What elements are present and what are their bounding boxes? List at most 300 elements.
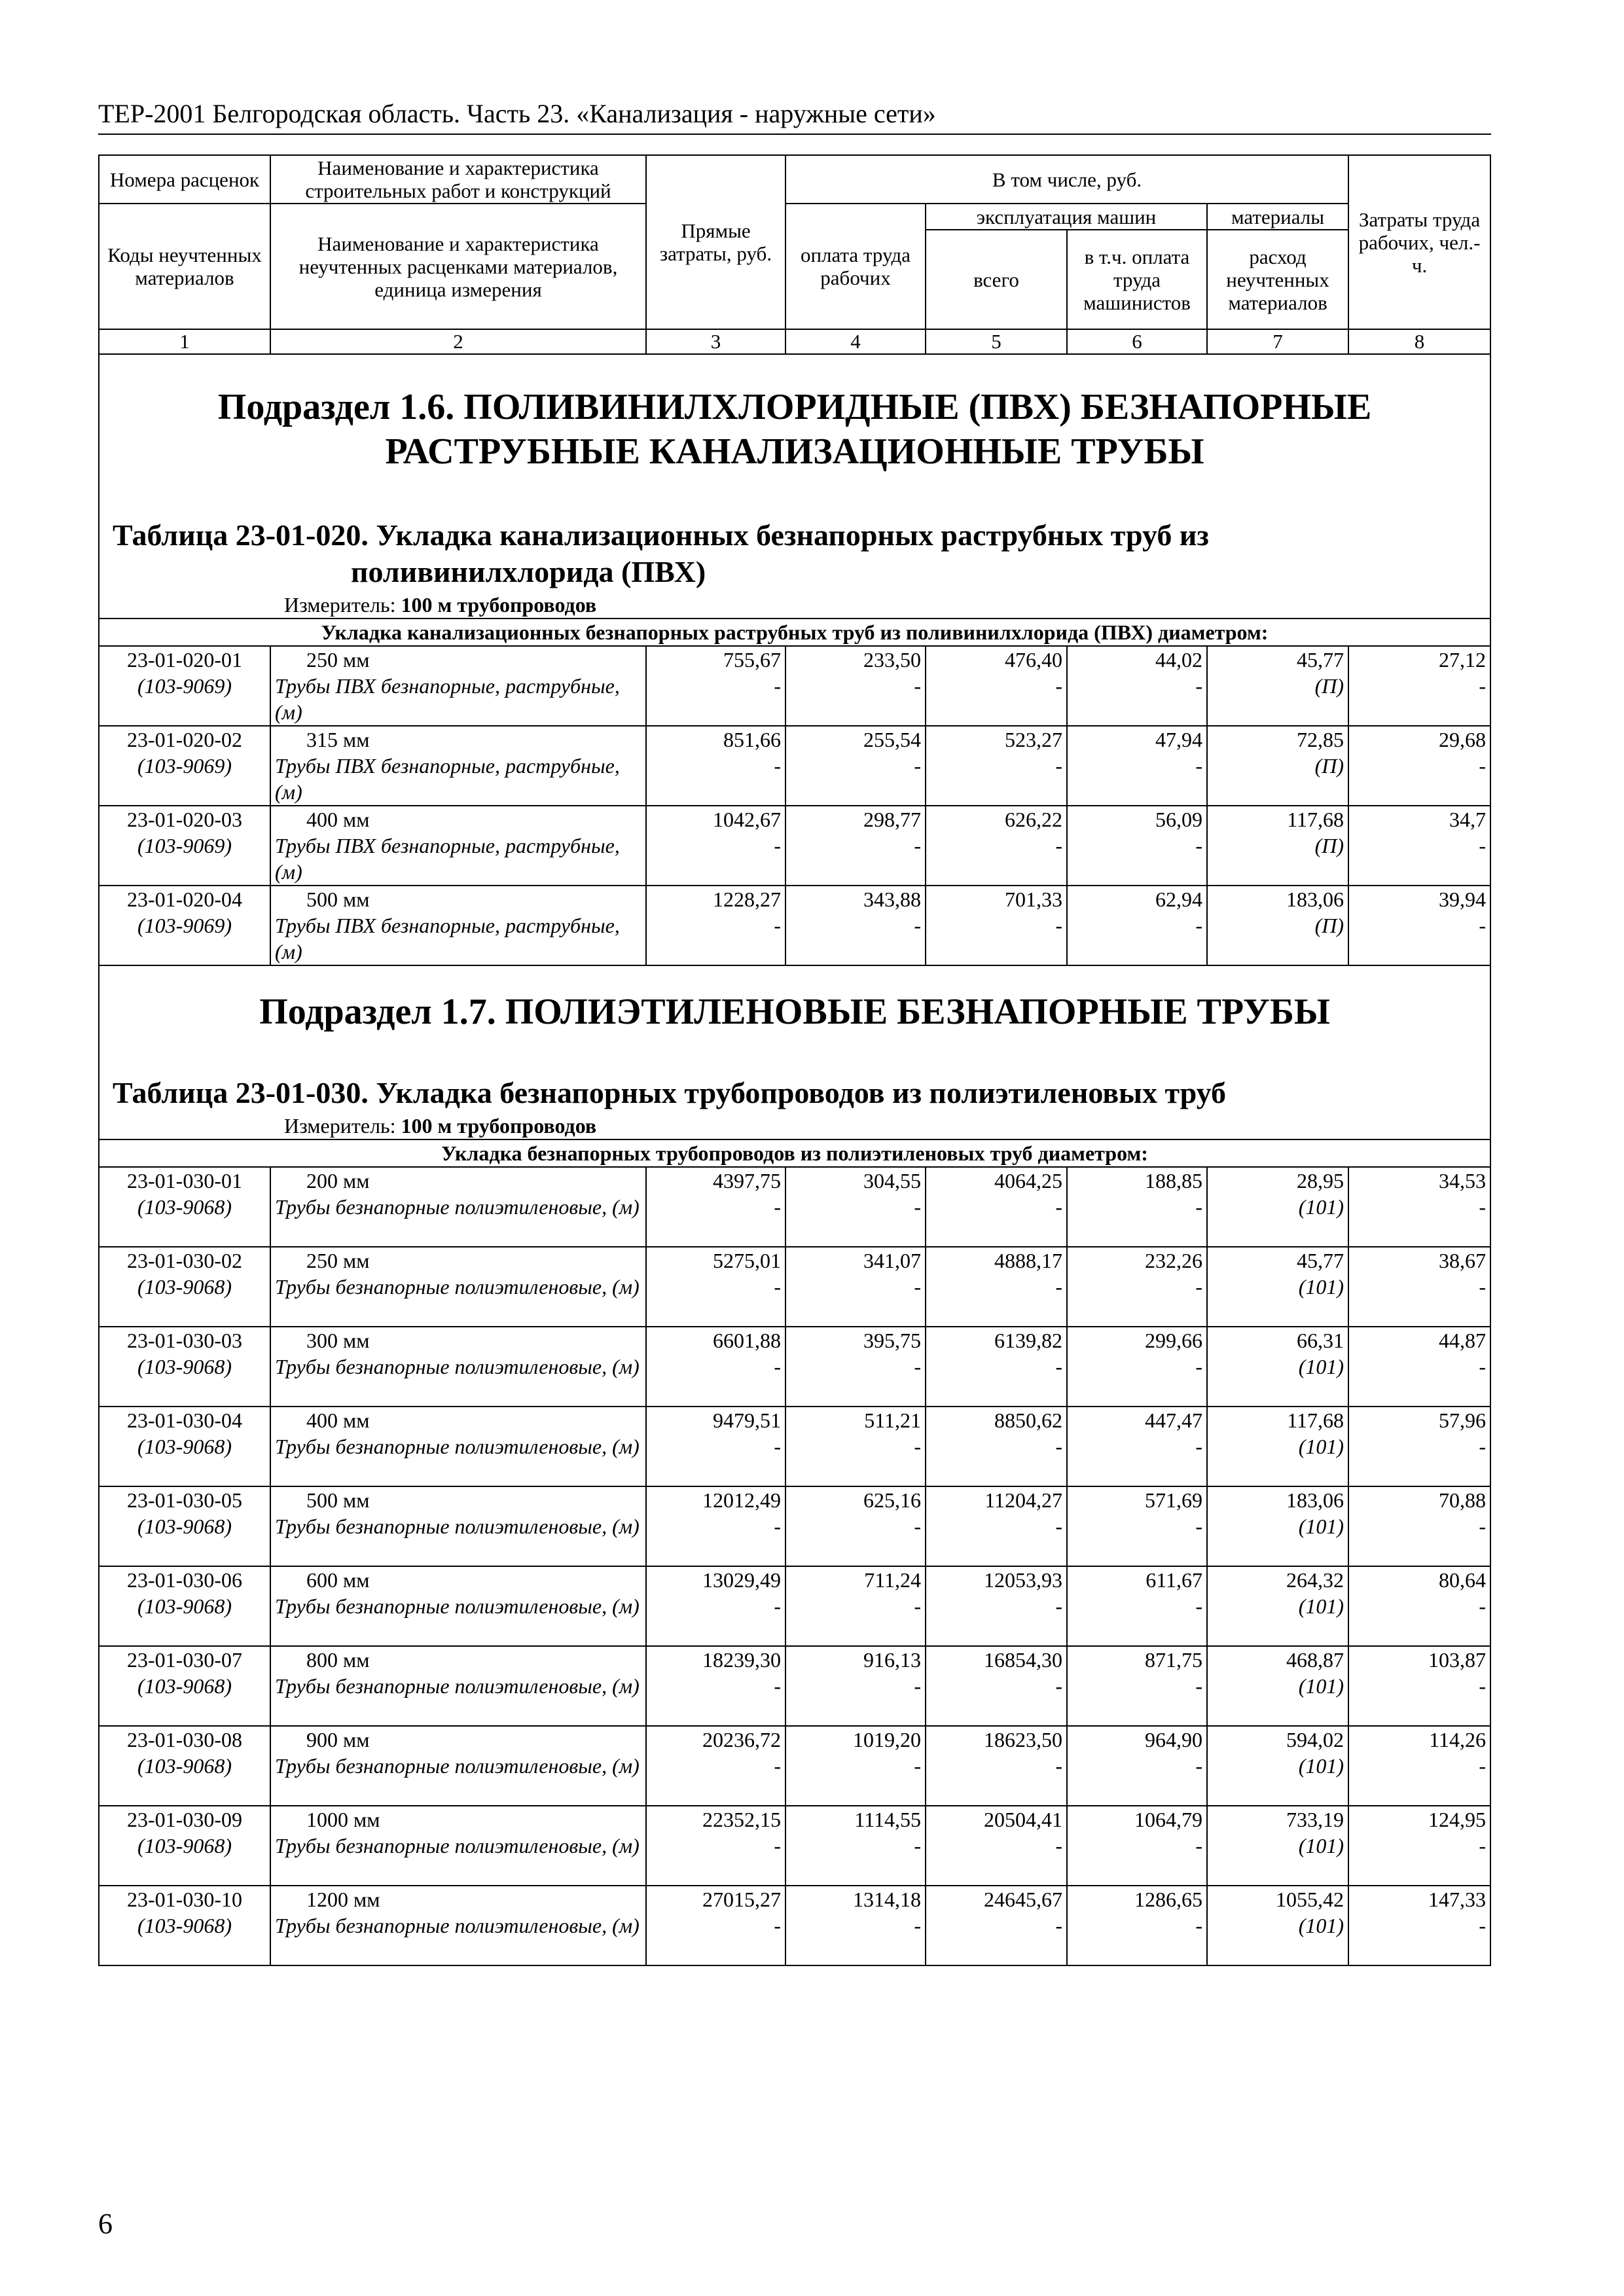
labor-hours-value: 34,7 — [1449, 808, 1487, 831]
section-block — [99, 354, 1490, 619]
section-cell — [99, 354, 1490, 619]
material-code: (103-9069) — [137, 674, 232, 698]
labor-hours-value: 38,67 — [1439, 1249, 1487, 1272]
labor-hours — [1348, 1167, 1490, 1247]
material-name: Трубы безнапорные полиэтиленовые, (м) — [275, 1754, 640, 1778]
direct-cost — [646, 1486, 785, 1566]
col-number: 8 — [1348, 329, 1490, 354]
labor-hours — [1348, 1486, 1490, 1566]
direct-cost — [646, 1167, 785, 1247]
machinists-cost-value: 964,90 — [1145, 1728, 1202, 1751]
empty-dash: - — [914, 914, 921, 937]
machinists-cost-value: 611,67 — [1146, 1568, 1202, 1592]
description-cell — [270, 646, 646, 726]
material-note: (101) — [1298, 1834, 1344, 1857]
labor-hours-value: 27,12 — [1439, 648, 1487, 672]
material-usage — [1207, 1486, 1348, 1566]
empty-dash: - — [1479, 674, 1487, 698]
direct-cost-value: 1228,27 — [713, 888, 781, 911]
direct-cost-value: 13029,49 — [702, 1568, 781, 1592]
machines-cost — [926, 1566, 1067, 1646]
material-name: Трубы ПВХ безнапорные, раструбные, (м) — [275, 914, 620, 963]
machines-cost — [926, 1247, 1067, 1327]
direct-cost-value: 12012,49 — [702, 1488, 781, 1512]
material-name: Трубы ПВХ безнапорные, раструбные, (м) — [275, 834, 620, 884]
material-usage — [1207, 1247, 1348, 1327]
machines-cost-value: 24645,67 — [984, 1888, 1062, 1911]
labor-hours — [1348, 806, 1490, 886]
material-name: Трубы безнапорные полиэтиленовые, (м) — [275, 1195, 640, 1219]
labor-cost-value: 233,50 — [863, 648, 921, 672]
empty-dash: - — [774, 834, 781, 857]
rate-code-cell — [99, 1566, 270, 1646]
machines-cost-value: 20504,41 — [984, 1808, 1062, 1831]
empty-dash: - — [1195, 1674, 1202, 1698]
description-cell — [270, 1646, 646, 1726]
section-cell — [99, 965, 1490, 1139]
table-title: Таблица 23-01-020. Укладка канализационных безнапорных раструбных труб из поливинилхлорида (ПВХ) — [113, 518, 1209, 588]
col-number: 2 — [270, 329, 646, 354]
empty-dash: - — [1055, 1355, 1062, 1378]
labor-hours-value: 70,88 — [1439, 1488, 1487, 1512]
material-note: (101) — [1298, 1195, 1344, 1219]
empty-dash: - — [1195, 1435, 1202, 1458]
material-usage — [1207, 1806, 1348, 1886]
labor-cost — [785, 1726, 926, 1806]
labor-cost-value: 298,77 — [863, 808, 921, 831]
machines-cost-value: 6139,82 — [994, 1329, 1062, 1352]
rate-code-cell — [99, 1247, 270, 1327]
pipe-diameter: 900 мм — [306, 1728, 370, 1751]
pipe-diameter: 1000 мм — [306, 1808, 380, 1831]
empty-dash: - — [774, 1914, 781, 1937]
material-name: Трубы безнапорные полиэтиленовые, (м) — [275, 1674, 640, 1698]
rate-code: 23-01-030-03 — [127, 1329, 242, 1352]
machines-cost-value: 8850,62 — [994, 1408, 1062, 1432]
empty-dash: - — [914, 674, 921, 698]
page-number: 6 — [98, 2208, 113, 2240]
material-usage — [1207, 806, 1348, 886]
material-code: (103-9069) — [137, 914, 232, 937]
machinists-cost — [1067, 1247, 1207, 1327]
material-usage — [1207, 646, 1348, 726]
material-usage-value: 594,02 — [1286, 1728, 1344, 1751]
table-row — [99, 1726, 1490, 1806]
description-cell — [270, 1327, 646, 1407]
empty-dash: - — [914, 754, 921, 778]
rate-code: 23-01-030-04 — [127, 1408, 242, 1432]
direct-cost-value: 22352,15 — [702, 1808, 781, 1831]
machinists-cost-value: 571,69 — [1145, 1488, 1202, 1512]
labor-cost — [785, 1886, 926, 1965]
empty-dash: - — [1195, 1515, 1202, 1538]
labor-cost — [785, 1407, 926, 1486]
header-col6: в т.ч. оплата труда машинистов — [1067, 230, 1207, 329]
labor-cost-value: 343,88 — [863, 888, 921, 911]
labor-cost-value: 711,24 — [864, 1568, 921, 1592]
pipe-diameter: 315 мм — [306, 728, 370, 751]
empty-dash: - — [1195, 1275, 1202, 1299]
labor-hours-value: 39,94 — [1439, 888, 1487, 911]
machinists-cost-value: 299,66 — [1145, 1329, 1202, 1352]
empty-dash: - — [914, 1914, 921, 1937]
labor-cost — [785, 1566, 926, 1646]
material-name: Трубы ПВХ безнапорные, раструбные, (м) — [275, 674, 620, 724]
header-col3: Прямые затраты, руб. — [646, 155, 785, 329]
machines-cost — [926, 1726, 1067, 1806]
labor-hours — [1348, 1566, 1490, 1646]
empty-dash: - — [914, 1355, 921, 1378]
empty-dash: - — [774, 1195, 781, 1219]
material-name: Трубы безнапорные полиэтиленовые, (м) — [275, 1435, 640, 1458]
labor-cost-value: 341,07 — [863, 1249, 921, 1272]
machines-cost — [926, 806, 1067, 886]
empty-dash: - — [1479, 1594, 1487, 1618]
labor-hours-value: 34,53 — [1439, 1169, 1487, 1193]
empty-dash: - — [1479, 834, 1487, 857]
rate-code-cell — [99, 1407, 270, 1486]
direct-cost — [646, 1806, 785, 1886]
machinists-cost — [1067, 1327, 1207, 1407]
empty-dash: - — [914, 834, 921, 857]
direct-cost-value: 20236,72 — [702, 1728, 781, 1751]
material-note: (101) — [1298, 1515, 1344, 1538]
labor-cost — [785, 1646, 926, 1726]
pipe-diameter: 250 мм — [306, 1249, 370, 1272]
table-subheading: Укладка безнапорных трубопроводов из полиэтиленовых труб диаметром: — [99, 1139, 1490, 1167]
labor-hours — [1348, 886, 1490, 965]
table-row — [99, 1247, 1490, 1327]
empty-dash: - — [1195, 1754, 1202, 1778]
material-name: Трубы безнапорные полиэтиленовые, (м) — [275, 1275, 640, 1299]
labor-hours — [1348, 646, 1490, 726]
empty-dash: - — [1479, 1435, 1487, 1458]
table-subheading-row — [99, 1139, 1490, 1167]
empty-dash: - — [1055, 1674, 1062, 1698]
direct-cost-value: 18239,30 — [702, 1648, 781, 1672]
material-note: (101) — [1298, 1754, 1344, 1778]
material-note: (101) — [1298, 1914, 1344, 1937]
empty-dash: - — [1479, 1754, 1487, 1778]
empty-dash: - — [774, 674, 781, 698]
empty-dash: - — [1055, 1515, 1062, 1538]
measure-value: 100 м трубопроводов — [401, 593, 597, 617]
pipe-diameter: 1200 мм — [306, 1888, 380, 1911]
labor-cost-value: 1019,20 — [853, 1728, 921, 1751]
table-row — [99, 646, 1490, 726]
header-col4: оплата труда рабочих — [785, 204, 926, 329]
rate-code: 23-01-030-09 — [127, 1808, 242, 1831]
description-cell — [270, 1486, 646, 1566]
empty-dash: - — [914, 1594, 921, 1618]
material-usage — [1207, 726, 1348, 806]
table-row — [99, 1646, 1490, 1726]
section-block — [99, 965, 1490, 1139]
empty-dash: - — [1479, 1914, 1487, 1937]
labor-cost — [785, 1247, 926, 1327]
material-usage-value: 28,95 — [1297, 1169, 1344, 1193]
machinists-cost — [1067, 1407, 1207, 1486]
labor-hours-value: 103,87 — [1428, 1648, 1487, 1672]
machines-cost-value: 16854,30 — [984, 1648, 1062, 1672]
machinists-cost-value: 871,75 — [1145, 1648, 1202, 1672]
empty-dash: - — [1195, 674, 1202, 698]
header-row-1 — [99, 155, 1490, 204]
direct-cost — [646, 886, 785, 965]
labor-cost-value: 511,21 — [864, 1408, 921, 1432]
rate-code-cell — [99, 726, 270, 806]
header-col1-bottom: Коды неучтенных материалов — [99, 204, 270, 329]
header-col5: всего — [926, 230, 1067, 329]
labor-hours — [1348, 726, 1490, 806]
machinists-cost — [1067, 726, 1207, 806]
empty-dash: - — [774, 914, 781, 937]
machines-cost — [926, 726, 1067, 806]
rate-code-cell — [99, 1806, 270, 1886]
material-usage-value: 264,32 — [1286, 1568, 1344, 1592]
material-code: (103-9068) — [137, 1275, 232, 1299]
header-row-2 — [99, 204, 1490, 230]
table-row — [99, 1327, 1490, 1407]
labor-hours-value: 147,33 — [1428, 1888, 1487, 1911]
measure-label: Измеритель: — [284, 1114, 396, 1138]
labor-cost — [785, 1327, 926, 1407]
machinists-cost — [1067, 646, 1207, 726]
header-incl: В том числе, руб. — [785, 155, 1348, 204]
machines-cost-value: 18623,50 — [984, 1728, 1062, 1751]
rate-code: 23-01-020-03 — [127, 808, 242, 831]
description-cell — [270, 1407, 646, 1486]
machines-cost — [926, 1167, 1067, 1247]
material-code: (103-9068) — [137, 1754, 232, 1778]
material-code: (103-9068) — [137, 1914, 232, 1937]
labor-hours — [1348, 1806, 1490, 1886]
empty-dash: - — [1479, 1275, 1487, 1299]
description-cell — [270, 1167, 646, 1247]
empty-dash: - — [774, 1674, 781, 1698]
table-row — [99, 1566, 1490, 1646]
labor-cost-value: 1114,55 — [854, 1808, 921, 1831]
empty-dash: - — [1479, 1515, 1487, 1538]
labor-hours — [1348, 1407, 1490, 1486]
direct-cost-value: 1042,67 — [713, 808, 781, 831]
material-note: (П) — [1314, 834, 1344, 857]
machinists-cost-value: 188,85 — [1145, 1169, 1202, 1193]
material-usage — [1207, 1566, 1348, 1646]
machinists-cost-value: 44,02 — [1155, 648, 1202, 672]
description-cell — [270, 886, 646, 965]
empty-dash: - — [1055, 1754, 1062, 1778]
empty-dash: - — [774, 754, 781, 778]
direct-cost — [646, 1886, 785, 1965]
material-code: (103-9068) — [137, 1515, 232, 1538]
rate-code-cell — [99, 1646, 270, 1726]
machines-cost — [926, 1486, 1067, 1566]
description-cell — [270, 1806, 646, 1886]
empty-dash: - — [914, 1515, 921, 1538]
material-code: (103-9068) — [137, 1834, 232, 1857]
table-row — [99, 806, 1490, 886]
empty-dash: - — [774, 1754, 781, 1778]
empty-dash: - — [1055, 754, 1062, 778]
rate-code: 23-01-020-04 — [127, 888, 242, 911]
rate-code: 23-01-030-06 — [127, 1568, 242, 1592]
empty-dash: - — [1195, 914, 1202, 937]
empty-dash: - — [1055, 914, 1062, 937]
machinists-cost-value: 56,09 — [1155, 808, 1202, 831]
material-note: (П) — [1314, 754, 1344, 778]
material-note: (П) — [1314, 674, 1344, 698]
description-cell — [270, 1247, 646, 1327]
measure-line — [113, 592, 1477, 618]
machines-cost-value: 4064,25 — [994, 1169, 1062, 1193]
pipe-diameter: 200 мм — [306, 1169, 370, 1193]
direct-cost-value: 851,66 — [723, 728, 781, 751]
material-usage — [1207, 1327, 1348, 1407]
pipe-diameter: 400 мм — [306, 808, 370, 831]
rate-code-cell — [99, 806, 270, 886]
labor-hours-value: 57,96 — [1439, 1408, 1487, 1432]
rate-code-cell — [99, 1167, 270, 1247]
machinists-cost-value: 232,26 — [1145, 1249, 1202, 1272]
rate-code: 23-01-020-02 — [127, 728, 242, 751]
labor-cost-value: 1314,18 — [853, 1888, 921, 1911]
empty-dash: - — [1479, 1834, 1487, 1857]
machinists-cost — [1067, 806, 1207, 886]
rate-code: 23-01-030-02 — [127, 1249, 242, 1272]
empty-dash: - — [1195, 834, 1202, 857]
machinists-cost-value: 1286,65 — [1134, 1888, 1202, 1911]
machines-cost — [926, 1886, 1067, 1965]
direct-cost — [646, 1566, 785, 1646]
labor-cost — [785, 1806, 926, 1886]
material-code: (103-9068) — [137, 1195, 232, 1219]
pipe-diameter: 250 мм — [306, 648, 370, 672]
col-number: 4 — [785, 329, 926, 354]
empty-dash: - — [1479, 1674, 1487, 1698]
col-number: 6 — [1067, 329, 1207, 354]
direct-cost-value: 6601,88 — [713, 1329, 781, 1352]
material-name: Трубы безнапорные полиэтиленовые, (м) — [275, 1515, 640, 1538]
empty-dash: - — [1195, 1195, 1202, 1219]
empty-dash: - — [914, 1674, 921, 1698]
labor-cost-value: 255,54 — [863, 728, 921, 751]
machinists-cost — [1067, 1726, 1207, 1806]
labor-hours-value: 29,68 — [1439, 728, 1487, 751]
labor-cost-value: 916,13 — [863, 1648, 921, 1672]
pipe-diameter: 800 мм — [306, 1648, 370, 1672]
material-note: (П) — [1314, 914, 1344, 937]
rate-code: 23-01-030-01 — [127, 1169, 242, 1193]
labor-hours — [1348, 1327, 1490, 1407]
material-usage — [1207, 886, 1348, 965]
direct-cost-value: 755,67 — [723, 648, 781, 672]
empty-dash: - — [1195, 1834, 1202, 1857]
labor-hours — [1348, 1886, 1490, 1965]
description-cell — [270, 1886, 646, 1965]
labor-hours-value: 44,87 — [1439, 1329, 1487, 1352]
empty-dash: - — [1055, 674, 1062, 698]
machinists-cost — [1067, 1167, 1207, 1247]
material-code: (103-9068) — [137, 1355, 232, 1378]
col-number: 3 — [646, 329, 785, 354]
machinists-cost — [1067, 1806, 1207, 1886]
material-name: Трубы безнапорные полиэтиленовые, (м) — [275, 1914, 640, 1937]
machinists-cost — [1067, 1566, 1207, 1646]
measure-line — [113, 1113, 1477, 1139]
subsection-title: Подраздел 1.7. ПОЛИЭТИЛЕНОВЫЕ БЕЗНАПОРНЫЕ ТРУБЫ — [259, 992, 1330, 1032]
material-usage-value: 72,85 — [1297, 728, 1344, 751]
header-materials: материалы — [1207, 204, 1348, 230]
header-col8: Затраты труда рабочих, чел.-ч. — [1348, 155, 1490, 329]
material-usage — [1207, 1407, 1348, 1486]
table-row — [99, 726, 1490, 806]
material-note: (101) — [1298, 1674, 1344, 1698]
material-usage-value: 117,68 — [1287, 808, 1344, 831]
table-subheading: Укладка канализационных безнапорных раструбных труб из поливинилхлорида (ПВХ) диаметром: — [99, 619, 1490, 646]
machines-cost-value: 4888,17 — [994, 1249, 1062, 1272]
empty-dash: - — [1055, 1195, 1062, 1219]
material-usage — [1207, 1167, 1348, 1247]
rates-table — [98, 154, 1491, 1966]
rate-code: 23-01-020-01 — [127, 648, 242, 672]
material-usage-value: 45,77 — [1297, 648, 1344, 672]
col-number: 1 — [99, 329, 270, 354]
empty-dash: - — [1055, 834, 1062, 857]
col-number: 7 — [1207, 329, 1348, 354]
labor-cost — [785, 806, 926, 886]
empty-dash: - — [774, 1435, 781, 1458]
table-row — [99, 1486, 1490, 1566]
header-col7: расход неучтенных материалов — [1207, 230, 1348, 329]
column-numbers-row — [99, 329, 1490, 354]
rates-table-container — [98, 154, 1490, 1966]
direct-cost — [646, 1646, 785, 1726]
machines-cost-value: 12053,93 — [984, 1568, 1062, 1592]
header-col1-top: Номера расценок — [99, 155, 270, 204]
description-cell — [270, 806, 646, 886]
subsection-title: Подраздел 1.6. ПОЛИВИНИЛХЛОРИДНЫЕ (ПВХ) БЕЗНАПОРНЫЕ РАСТРУБНЫЕ КАНАЛИЗАЦИОННЫЕ ТРУБЫ — [217, 387, 1372, 472]
machines-cost — [926, 646, 1067, 726]
machines-cost-value: 701,33 — [1005, 888, 1062, 911]
rate-code-cell — [99, 1486, 270, 1566]
material-usage — [1207, 1886, 1348, 1965]
labor-hours — [1348, 1646, 1490, 1726]
measure-label: Измеритель: — [284, 593, 396, 617]
material-usage-value: 468,87 — [1286, 1648, 1344, 1672]
empty-dash: - — [1055, 1435, 1062, 1458]
direct-cost-value: 9479,51 — [713, 1408, 781, 1432]
material-usage-value: 733,19 — [1286, 1808, 1344, 1831]
labor-cost — [785, 726, 926, 806]
table-row — [99, 886, 1490, 965]
empty-dash: - — [1055, 1594, 1062, 1618]
rate-code: 23-01-030-08 — [127, 1728, 242, 1751]
page-header: ТЕР-2001 Белгородская область. Часть 23. «Канализация - наружные сети» — [98, 97, 1491, 135]
empty-dash: - — [1055, 1275, 1062, 1299]
machinists-cost-value: 1064,79 — [1134, 1808, 1202, 1831]
machinists-cost — [1067, 1486, 1207, 1566]
machines-cost — [926, 886, 1067, 965]
rate-code-cell — [99, 1327, 270, 1407]
direct-cost — [646, 1247, 785, 1327]
material-note: (101) — [1298, 1355, 1344, 1378]
table-row — [99, 1886, 1490, 1965]
empty-dash: - — [914, 1195, 921, 1219]
machinists-cost-value: 62,94 — [1155, 888, 1202, 911]
machines-cost-value: 523,27 — [1005, 728, 1062, 751]
machines-cost — [926, 1806, 1067, 1886]
